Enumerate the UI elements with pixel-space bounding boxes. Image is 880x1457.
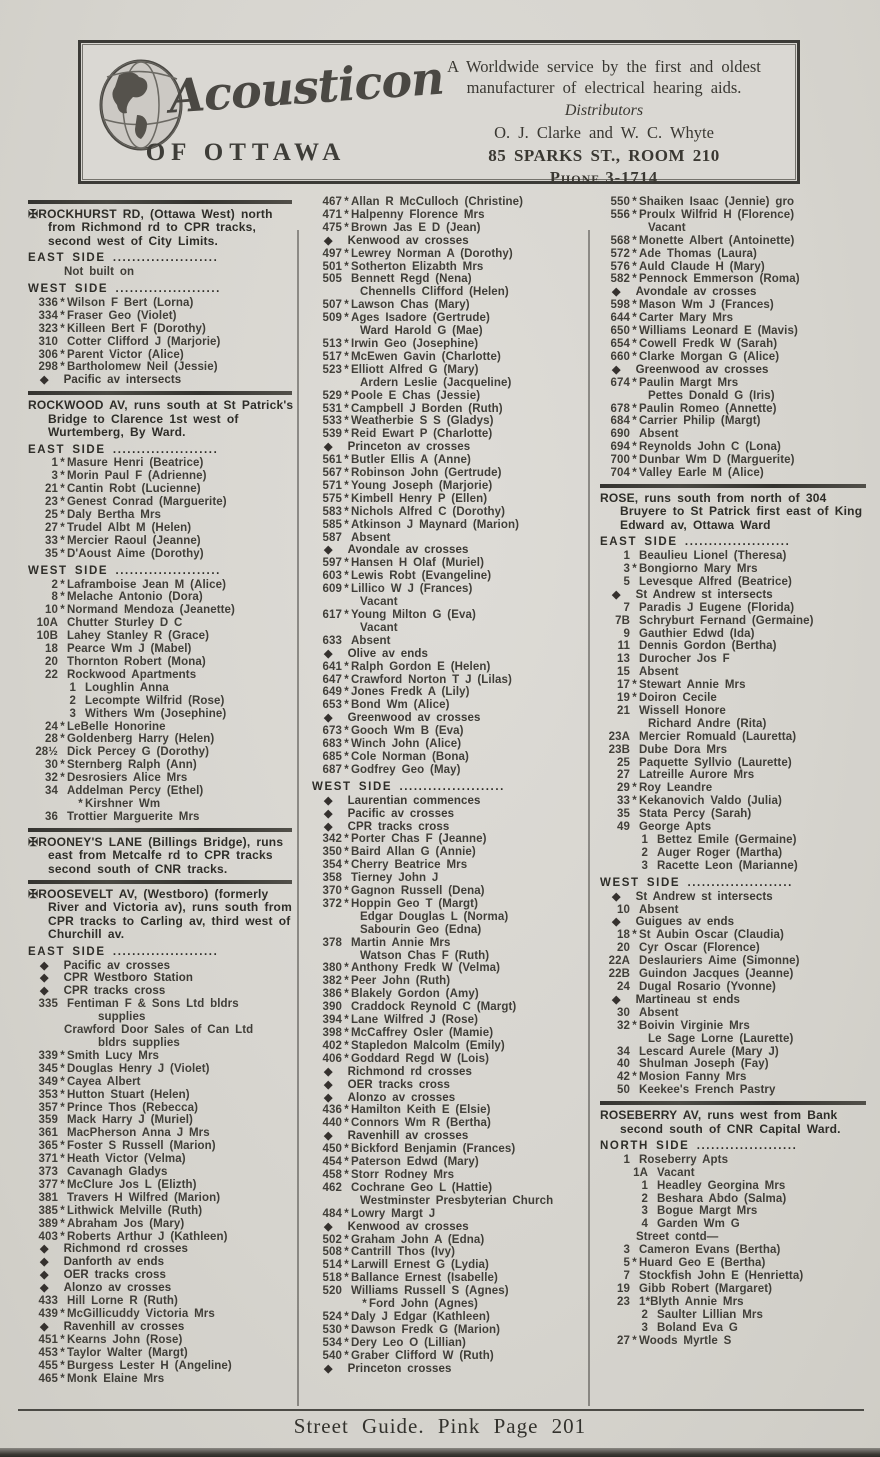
continuation-line: Edgar Douglas L (Norma) — [360, 910, 509, 923]
cross-street-line: ◆ Pacific av intersects — [28, 374, 294, 387]
cross-street-line: ◆ Greenwood av crosses — [600, 364, 868, 377]
continuation-line: Ward Harold G (Mae) — [360, 325, 483, 338]
directory-entry: 403 * Roberts Arthur J (Kathleen) — [38, 1230, 228, 1243]
directory-entry: 5 * Huard Geo E (Bertha) — [623, 1257, 766, 1270]
directory-entry: 28 * Goldenberg Harry (Helen) — [45, 733, 215, 746]
directory-entry: 550 * Shaiken Isaac (Jennie) gro — [610, 196, 795, 208]
sub-entry: 3 Bogue Margt Mrs — [641, 1205, 758, 1218]
directory-entry: 25 * Daly Bertha Mrs — [45, 509, 162, 522]
cross-street-line: ◆ Laurentian commences — [312, 795, 580, 808]
ad-phone: Phone 3-1714 — [549, 168, 659, 187]
directory-entry: 27 Latreille Aurore Mrs — [617, 769, 755, 782]
directory-entry: 385 * Lithwick Melville (Ruth) — [38, 1204, 203, 1217]
continuation-line: Pettes Donald G (Iris) — [648, 389, 775, 402]
directory-entry: 453 * Taylor Walter (Margt) — [38, 1346, 188, 1359]
directory-entry: 694 * Reynolds John C (Lona) — [610, 441, 781, 454]
cross-street-line: ◆ Princeton crosses — [312, 1363, 580, 1376]
directory-entry: 18 Pearce Wm J (Mabel) — [45, 643, 192, 656]
directory-entry: 336 * Wilson F Bert (Lorna) — [38, 296, 194, 309]
directory-entry: 23 * Genest Conrad (Marguerite) — [45, 496, 227, 509]
continuation-line: Westminster Presbyterian Church — [360, 1194, 554, 1207]
continuation-line: Watson Chas F (Ruth) — [360, 949, 490, 962]
directory-entry: 7B Schryburt Fernand (Germaine) — [615, 614, 814, 627]
directory-entry: 674 * Paulin Margt Mrs — [610, 376, 739, 389]
ad-box — [78, 40, 800, 187]
directory-entry: 390 Craddock Reynold C (Margt) — [322, 1001, 517, 1014]
ad-logo-block — [81, 43, 446, 181]
directory-entry: 20 Cyr Oscar (Florence) — [617, 942, 760, 955]
directory-entry: 653 * Bond Wm (Alice) — [322, 699, 450, 712]
sub-entry: 1 Loughlin Anna — [69, 681, 169, 694]
directory-entry: 22 Rockwood Apartments — [45, 668, 197, 681]
side-heading: EAST SIDE ...................... — [28, 252, 219, 265]
directory-entry: 371 * Heath Victor (Velma) — [38, 1153, 186, 1166]
section-divider — [28, 391, 292, 395]
directory-entry: 530 * Dawson Fredk G (Marion) — [322, 1323, 501, 1336]
directory-entry: 17 * Stewart Annie Mrs — [617, 679, 746, 692]
directory-entry: 50 Keekee's French Pastry — [617, 1084, 776, 1097]
sub-entry: 4 Garden Wm G — [641, 1218, 740, 1231]
directory-entry: 508 * Cantrill Thos (Ivy) — [322, 1246, 456, 1259]
directory-entry: 641 * Ralph Gordon E (Helen) — [322, 660, 491, 673]
directory-entry: 394 * Lane Wilfred J (Rose) — [322, 1014, 479, 1027]
cross-street-line: ◆ Princeton av crosses — [312, 441, 580, 454]
directory-entry: 34 Addelman Percy (Ethel) — [45, 785, 204, 798]
directory-entry: 310 Cotter Clifford J (Marjorie) — [38, 335, 221, 348]
directory-entry: 10 * Normand Mendoza (Jeanette) — [45, 604, 235, 617]
directory-entry: 467 * Allan R McCulloch (Christine) — [322, 196, 524, 208]
directory-entry: 373 Cavanagh Gladys — [38, 1166, 168, 1179]
cross-street-line: ◆ Avondale av crosses — [600, 286, 868, 299]
directory-entry: 29 * Roy Leandre — [617, 782, 713, 795]
directory-entry: 345 * Douglas Henry J (Violet) — [38, 1062, 210, 1075]
section-divider — [600, 484, 866, 488]
ad-tagline-2: manufacturer of electrical hearing aids. — [466, 78, 742, 97]
directory-entry: 572 * Ade Thomas (Laura) — [610, 247, 757, 260]
street-heading: ✠ROOSEVELT AV, (Westboro) (formerly River and Victoria av), runs south from CPR tracks to Carling av, third west of Churchill av. — [28, 888, 292, 942]
directory-entry: 372 * Hoppin Geo T (Margt) — [322, 897, 479, 910]
directory-entry: 21 * Cantin Robt (Lucienne) — [45, 483, 201, 496]
directory-entry: 439 * McGillicuddy Victoria Mrs — [38, 1308, 215, 1320]
cross-street-line: ◆ Pacific av crosses — [312, 808, 580, 821]
cross-street-line: ◆ CPR Westboro Station — [28, 972, 294, 985]
directory-entry: 587 Absent — [322, 531, 391, 544]
directory-entry: 378 Martin Annie Mrs — [322, 936, 451, 949]
directory-entry: 458 * Storr Rodney Mrs — [322, 1168, 455, 1181]
directory-entry: 339 * Smith Lucy Mrs — [38, 1049, 160, 1062]
street-heading: ✠ROCKHURST RD, (Ottawa West) north from Richmond rd to CPR tracks, second west of City Limits. — [28, 208, 273, 248]
directory-entry: 534 * Dery Leo O (Lillian) — [322, 1336, 466, 1349]
sub-entry: 3 Racette Leon (Marianne) — [641, 859, 798, 872]
directory-entry: 10A Chutter Sturley D C — [36, 617, 183, 630]
directory-entry: 22A Deslauriers Aime (Simonne) — [608, 955, 800, 968]
continuation-line: Street contd— — [636, 1231, 719, 1244]
directory-entry: 381 Travers H Wilfred (Marion) — [38, 1191, 221, 1204]
directory-entry: 1 Beaulieu Lionel (Theresa) — [623, 550, 787, 563]
directory-entry: 603 * Lewis Robt (Evangeline) — [322, 570, 492, 583]
ad-sub-title: OF OTTAWA — [145, 139, 347, 166]
continuation-line: Vacant — [360, 621, 398, 634]
directory-entry: 687 * Godfrey Geo (May) — [322, 763, 461, 776]
directory-entry: 11 Dennis Gordon (Bertha) — [617, 640, 777, 653]
directory-entry: 685 * Cole Norman (Bona) — [322, 750, 469, 763]
street-heading: ROSEBERRY AV, runs west from Bank second south of CNR Capital Ward. — [600, 1109, 841, 1136]
directory-entry: 568 * Monette Albert (Antoinette) — [610, 234, 795, 247]
directory-entry: 354 * Cherry Beatrice Mrs — [322, 859, 468, 872]
directory-entry: 704 * Valley Earle M (Alice) — [610, 467, 764, 480]
directory-entry: 3 Cameron Evans (Bertha) — [623, 1244, 781, 1257]
directory-entry: 2 * Laframboise Jean M (Alice) — [51, 578, 227, 591]
directory-entry: 654 * Cowell Fredk W (Sarah) — [610, 337, 778, 350]
directory-entry: 583 * Nichols Alfred C (Dorothy) — [322, 505, 506, 518]
side-heading: WEST SIDE ...................... — [28, 283, 221, 296]
continuation-line: Richard Andre (Rita) — [648, 717, 767, 730]
cross-street-line: ◆ OER tracks cross — [28, 1269, 294, 1282]
directory-entry: 582 * Pennock Emmerson (Roma) — [610, 273, 800, 286]
directory-entry: 567 * Robinson John (Gertrude) — [322, 467, 502, 480]
sub-entry: 3 Withers Wm (Josephine) — [69, 707, 227, 720]
directory-entry: 18 * St Aubin Oscar (Claudia) — [617, 929, 784, 942]
directory-entry: 455 * Burgess Lester H (Angeline) — [38, 1359, 232, 1372]
directory-entry: 22B Guindon Jacques (Jeanne) — [608, 968, 794, 981]
directory-entry: 507 * Lawson Chas (Mary) — [322, 299, 470, 312]
sub-entry: 3 Boland Eva G — [641, 1321, 738, 1334]
cross-street-line: ◆ Greenwood av crosses — [312, 712, 580, 725]
cross-street-line: ◆ St Andrew st intersects — [600, 891, 868, 904]
column-1 — [28, 196, 294, 1385]
directory-entry: 1 Roseberry Apts — [623, 1153, 729, 1166]
sub-entry: * Ford John (Agnes) — [362, 1298, 478, 1311]
ad-distributor-names: O. J. Clarke and W. C. Whyte — [494, 123, 714, 142]
street-heading: ✠ROONEY'S LANE (Billings Bridge), runs east from Metcalfe rd to CPR tracks second south of CNR tracks. — [28, 835, 284, 876]
directory-entry: 617 * Young Milton G (Eva) — [322, 609, 476, 621]
street-heading: ROCKWOOD AV, runs south at St Patrick's Bridge to Clarence 1st west of Wurtemberg, By Ward. — [28, 399, 294, 440]
directory-entry: 10B Lahey Stanley R (Grace) — [36, 630, 210, 643]
directory-entry: 690 Absent — [610, 428, 679, 441]
directory-entry: 19 Gibb Robert (Margaret) — [617, 1282, 773, 1295]
sub-entry: 1A Vacant — [633, 1166, 695, 1179]
directory-entry: 30 * Sternberg Ralph (Ann) — [45, 759, 197, 772]
directory-entry: 571 * Young Joseph (Marjorie) — [322, 479, 493, 492]
directory-entry: 49 George Apts — [617, 821, 712, 834]
cross-street-line: ◆ Ravenhill av crosses — [312, 1130, 580, 1143]
cross-street-line: ◆ St Andrew st intersects — [600, 589, 868, 602]
sub-entry: 1 Headley Georgina Mrs — [641, 1179, 786, 1192]
directory-entry: 644 * Carter Mary Mrs — [610, 312, 734, 325]
directory-entry: 33 * Kekanovich Valdo (Julia) — [617, 795, 782, 808]
directory-entry: 451 * Kearns John (Rose) — [38, 1333, 183, 1346]
directory-entry: 398 * McCaffrey Osler (Mamie) — [322, 1027, 494, 1039]
directory-entry: 509 * Ages Isadore (Gertrude) — [322, 312, 490, 325]
cross-street-line: ◆ Alonzo av crosses — [312, 1092, 580, 1105]
directory-entry: 361 MacPherson Anna J Mrs — [38, 1127, 210, 1140]
directory-entry: 34 Lescard Aurele (Mary J) — [617, 1045, 779, 1058]
directory-entry: 27 * Trudel Albt M (Helen) — [45, 521, 192, 534]
cross-street-line: ◆ Richmond rd crosses — [28, 1243, 294, 1256]
directory-entry: 576 * Auld Claude H (Mary) — [610, 260, 765, 273]
cross-street-line: ◆ Richmond rd crosses — [312, 1066, 580, 1079]
directory-entry: 556 * Proulx Wilfrid H (Florence) — [610, 208, 795, 221]
directory-entry: 380 * Anthony Fredk W (Velma) — [322, 962, 501, 975]
directory-entry: 24 * LeBelle Honorine — [45, 720, 166, 733]
side-heading: EAST SIDE ...................... — [28, 945, 219, 958]
directory-entry: 32 * Boivin Virginie Mrs — [617, 1019, 750, 1032]
directory-entry: 359 Mack Harry J (Muriel) — [38, 1114, 193, 1127]
street-heading: ROSE, runs south from north of 304 Bruyere to St Patrick first east of King Edward av, Ottawa Ward — [600, 491, 863, 532]
directory-entry: 298 * Bartholomew Neil (Jessie) — [38, 361, 218, 374]
ad-tagline-1: A Worldwide service by the first and oldest — [447, 57, 761, 76]
ad-address: 85 SPARKS ST., ROOM 210 — [488, 146, 720, 165]
cross-street-line: ◆ Guigues av ends — [600, 916, 868, 929]
side-heading: WEST SIDE ...................... — [600, 876, 793, 889]
section-divider — [600, 1101, 866, 1105]
continuation-line: Le Sage Lorne (Laurette) — [648, 1032, 794, 1045]
directory-entry: 609 * Lillico W J (Frances) — [322, 583, 473, 596]
directory-entry: 650 * Williams Leonard E (Mavis) — [610, 325, 798, 338]
directory-entry: 450 * Bickford Benjamin (Frances) — [322, 1143, 516, 1156]
directory-entry: 389 * Abraham Jos (Mary) — [38, 1217, 185, 1230]
directory-entry: 10 Absent — [617, 903, 679, 916]
directory-entry: 561 * Butler Ellis A (Anne) — [322, 454, 471, 467]
directory-entry: 7 Stockfish John E (Henrietta) — [623, 1270, 804, 1282]
directory-entry: 518 * Ballance Ernest (Isabelle) — [322, 1272, 498, 1285]
directory-entry: 32 * Desrosiers Alice Mrs — [45, 772, 188, 785]
directory-entry: 1 * Masure Henri (Beatrice) — [51, 457, 204, 470]
cross-street-line: ◆ Martineau st ends — [600, 994, 868, 1007]
directory-entry: 649 * Jones Fredk A (Lily) — [322, 686, 470, 699]
directory-entry: 700 * Dunbar Wm D (Marguerite) — [610, 454, 795, 467]
directory-entry: 533 * Weatherbie S S (Gladys) — [322, 415, 494, 428]
ad-text-block — [411, 43, 797, 187]
cross-street-line: ◆ Ravenhill av crosses — [28, 1321, 294, 1334]
directory-entry: 660 * Clarke Morgan G (Alice) — [610, 350, 780, 363]
directory-entry: 377 * McClure Jos L (Elizth) — [38, 1178, 197, 1191]
directory-entry: 357 * Prince Thos (Rebecca) — [38, 1101, 199, 1114]
directory-entry: 436 * Hamilton Keith E (Elsie) — [322, 1104, 491, 1117]
side-heading: EAST SIDE ...................... — [28, 443, 219, 456]
directory-entry: 501 * Sotherton Elizabth Mrs — [322, 260, 484, 273]
directory-entry: 471 * Halpenny Florence Mrs — [322, 208, 485, 221]
sub-entry: 2 Lecompte Wilfrid (Rose) — [69, 694, 225, 707]
directory-entry: 484 * Lowry Margt J — [322, 1207, 436, 1220]
directory-entry: 462 Cochrane Geo L (Hattie) — [322, 1181, 493, 1194]
column-rule-1 — [297, 230, 299, 1406]
directory-entry: 585 * Atkinson J Maynard (Marion) — [322, 518, 520, 531]
directory-entry: 683 * Winch John (Alice) — [322, 738, 462, 751]
footer-rule — [18, 1409, 864, 1411]
directory-entry: 40 Shulman Joseph (Fay) — [617, 1058, 769, 1071]
directory-entry: 497 * Lewrey Norman A (Dorothy) — [322, 247, 513, 260]
bottom-scan-edge — [0, 1448, 880, 1457]
directory-entry: 33 * Mercier Raoul (Jeanne) — [45, 534, 201, 547]
continuation-line: Vacant — [360, 596, 398, 609]
directory-entry: 35 * D'Aoust Aime (Dorothy) — [45, 547, 204, 560]
directory-entry: 28½ Dick Percey G (Dorothy) — [35, 746, 210, 759]
cross-street-line: ◆ Kenwood av crosses — [312, 1221, 580, 1234]
directory-entry: 633 Absent — [322, 634, 391, 647]
directory-entry: 3 * Morin Paul F (Adrienne) — [51, 470, 207, 483]
column-3 — [600, 196, 868, 1347]
directory-entry: 370 * Gagnon Russell (Dena) — [322, 885, 485, 898]
directory-entry: 529 * Poole E Chas (Jessie) — [322, 389, 481, 402]
cross-street-line: ◆ Pacific av crosses — [28, 960, 294, 973]
directory-entry: 21 Wissell Honore — [617, 704, 726, 717]
directory-entry: 382 * Peer John (Ruth) — [322, 975, 451, 988]
directory-entry: 575 * Kimbell Henry P (Ellen) — [322, 492, 488, 505]
cross-street-line: ◆ Olive av ends — [312, 648, 580, 661]
sub-entry: * Kirshner Wm — [78, 797, 161, 810]
directory-entry: 5 Levesque Alfred (Beatrice) — [623, 575, 792, 588]
directory-entry: 24 Dugal Rosario (Yvonne) — [617, 980, 776, 993]
sub-entry: 2 Auger Roger (Martha) — [641, 846, 783, 859]
section-divider — [28, 200, 292, 204]
directory-entry: 523 * Elliott Alfred G (Mary) — [322, 363, 479, 376]
directory-entry: 505 Bennett Regd (Nena) — [322, 273, 472, 286]
directory-entry: 23A Mercier Romuald (Lauretta) — [608, 730, 797, 743]
ad-distributors-label: Distributors — [564, 102, 644, 119]
continuation-line: Ardern Leslie (Jacqueline) — [360, 376, 512, 389]
directory-entry: 402 * Stapledon Malcolm (Emily) — [322, 1039, 505, 1052]
directory-entry: 475 * Brown Jas E D (Jean) — [322, 221, 481, 234]
continuation-line: Crawford Door Sales of Can Ltd — [64, 1024, 254, 1037]
cross-street-line: ◆ Danforth av ends — [28, 1256, 294, 1269]
directory-entry: 684 * Carrier Philip (Margt) — [610, 415, 761, 428]
directory-entry: 517 * McEwen Gavin (Charlotte) — [322, 350, 501, 363]
continuation-line: Sabourin Geo (Edna) — [360, 923, 482, 936]
directory-entry: 520 Williams Russell S (Agnes) — [322, 1285, 509, 1298]
directory-entry: 353 * Hutton Stuart (Helen) — [38, 1088, 190, 1101]
cross-street-line: ◆ CPR tracks cross — [28, 985, 294, 998]
directory-entry: 323 * Killeen Bert F (Dorothy) — [38, 322, 206, 335]
cross-street-line: ◆ Avondale av crosses — [312, 544, 580, 557]
directory-entry: 540 * Graber Clifford W (Ruth) — [322, 1349, 494, 1362]
directory-entry: 15 Absent — [617, 666, 679, 679]
directory-entry: 23B Dube Dora Mrs — [608, 743, 728, 756]
directory-entry: 30 Absent — [617, 1006, 679, 1019]
directory-entry: 349 * Cayea Albert — [38, 1075, 141, 1088]
directory-entry: 454 * Paterson Edwd (Mary) — [322, 1156, 479, 1169]
directory-entry: 440 * Connors Wm R (Bertha) — [322, 1117, 491, 1130]
directory-entry: 342 * Porter Chas F (Jeanne) — [322, 833, 487, 846]
directory-entry: 36 Trottier Marguerite Mrs — [45, 810, 200, 823]
page-footer: Street Guide. Pink Page 201 — [293, 1414, 587, 1438]
directory-entry: 514 * Larwill Ernest G (Lydia) — [322, 1259, 489, 1272]
directory-entry: 597 * Hansen H Olaf (Muriel) — [322, 557, 485, 570]
directory-entry: 335 Fentiman F & Sons Ltd bldrs — [38, 998, 239, 1011]
cross-street-line: ◆ OER tracks cross — [312, 1079, 580, 1092]
continuation-line: Vacant — [648, 221, 686, 234]
continuation-line: supplies — [98, 1011, 146, 1024]
directory-entry: 23 1*Blyth Annie Mrs — [617, 1295, 744, 1308]
directory-entry: 433 Hill Lorne R (Ruth) — [38, 1295, 178, 1308]
sub-entry: 1 Bettez Emile (Germaine) — [641, 834, 797, 846]
directory-entry: 42 * Mosion Fanny Mrs — [617, 1071, 747, 1084]
directory-entry: 673 * Gooch Wm B (Eva) — [322, 725, 464, 738]
directory-entry: 531 * Campbell J Borden (Ruth) — [322, 402, 503, 415]
side-heading: EAST SIDE ...................... — [600, 536, 791, 549]
directory-entry: 465 * Monk Elaine Mrs — [38, 1372, 165, 1385]
cross-street-line: ◆ CPR tracks cross — [312, 821, 580, 834]
directory-entry: 8 * Melache Antonio (Dora) — [51, 591, 203, 604]
directory-entry: 334 * Fraser Geo (Violet) — [38, 309, 177, 322]
directory-entry: 513 * Irwin Geo (Josephine) — [322, 337, 479, 350]
directory-entry: 27 * Woods Myrtle S — [617, 1334, 732, 1347]
directory-entry: 502 * Graham John A (Edna) — [322, 1233, 485, 1246]
cross-street-line: ◆ Alonzo av crosses — [28, 1282, 294, 1295]
directory-entry: 406 * Goddard Regd W (Lois) — [322, 1052, 490, 1065]
directory-entry: 524 * Daly J Edgar (Kathleen) — [322, 1310, 490, 1323]
side-heading: WEST SIDE ...................... — [28, 564, 221, 577]
directory-entry: 3 * Bongiorno Mary Mrs — [623, 562, 758, 575]
directory-entry: 306 * Parent Victor (Alice) — [38, 348, 184, 361]
continuation-line: bldrs supplies — [98, 1036, 180, 1049]
cross-street-line: ◆ Kenwood av crosses — [312, 235, 580, 248]
section-divider — [28, 880, 292, 884]
directory-entry: 25 Paquette Syllvio (Laurette) — [617, 756, 792, 769]
section-divider — [28, 828, 292, 832]
directory-entry: 13 Durocher Jos F — [617, 653, 730, 666]
sub-entry: 2 Saulter Lillian Mrs — [641, 1308, 763, 1321]
continuation-line: Not built on — [64, 266, 135, 279]
side-heading: NORTH SIDE ..................... — [600, 1139, 798, 1152]
column-2 — [312, 196, 580, 1375]
directory-entry: 350 * Baird Allan G (Annie) — [322, 846, 476, 859]
directory-entry: 598 * Mason Wm J (Frances) — [610, 299, 774, 312]
directory-entry: 647 * Crawford Norton T J (Lilas) — [322, 673, 512, 686]
directory-entry: 358 Tierney John J — [322, 872, 439, 885]
directory-entry: 386 * Blakely Gordon (Amy) — [322, 988, 479, 1001]
side-heading: WEST SIDE ...................... — [312, 780, 505, 793]
directory-entry: 35 Stata Percy (Sarah) — [617, 808, 752, 821]
directory-entry: 365 * Foster S Russell (Marion) — [38, 1140, 216, 1153]
directory-entry: 7 Paradis J Eugene (Florida) — [623, 601, 795, 614]
directory-entry: 9 Gauthier Edwd (Ida) — [623, 627, 755, 640]
directory-entry: 19 * Doiron Cecile — [617, 692, 717, 705]
directory-entry: 20 Thornton Robert (Mona) — [45, 656, 206, 668]
sub-entry: 2 Beshara Abdo (Salma) — [641, 1192, 787, 1205]
directory-entry: 539 * Reid Ewart P (Charlotte) — [322, 428, 493, 441]
continuation-line: Chennells Clifford (Helen) — [360, 286, 509, 299]
directory-entry: 678 * Paulin Romeo (Annette) — [610, 402, 777, 415]
ad-script-title: Acousticon — [167, 50, 446, 124]
column-rule-2 — [588, 230, 590, 1406]
